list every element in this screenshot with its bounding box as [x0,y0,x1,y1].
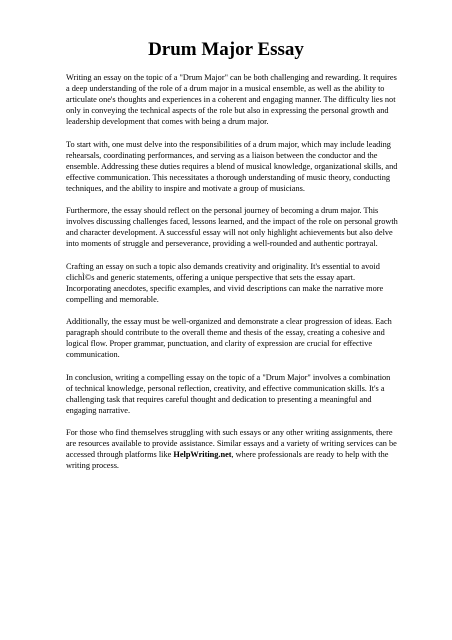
helpwriting-link[interactable]: HelpWriting.net [173,450,232,459]
paragraph-organization: Additionally, the essay must be well-organized and demonstrate a clear progression of ideas. Each paragraph should contribute to the overall theme and thesis of the essay, creating a cohesive and logical flow. Proper grammar, punctuation, and clarity of expression are crucial for effective communication. [66,317,392,359]
resources-text-before: For those who find themselves struggling with such essays or any other writing assignments, there are resources available to provide assistance. Similar essays and a variety of writing services can be accessed through platforms like [66,428,397,459]
paragraph-intro: Writing an essay on the topic of a "Drum Major" can be both challenging and rewarding. It requires a deep understanding of the role of a drum major in a musical ensemble, as well as the ability to articulate one's thoughts and experiences in a coherent and engaging manner. The difficulty lies not only in conveying the technical aspects of the role but also in expressing the personal growth and leadership development that comes with being a drum major. [66,73,397,126]
paragraph-conclusion: In conclusion, writing a compelling essay on the topic of a "Drum Major" involves a combination of technical knowledge, personal reflection, creativity, and effective communication skills. It's a challenging task that requires careful thought and dedication to presenting a meaningful and engaging narrative. [66,372,391,415]
resources-text-after: , where professionals are ready to help with the writing process. [66,450,389,470]
paragraph-creativity: Crafting an essay on such a topic also demands creativity and originality. It's essential to avoid clichÌ©s and generic statements, offering a unique perspective that sets the essay apart. Incorporating anecdotes, specific examples, and vivid descriptions can make the narrative more compelling and memorable. [66,261,384,304]
document-title: Drum Major Essay [148,39,304,60]
paragraph-resources [66,427,399,471]
paragraph-personal-journey: Furthermore, the essay should reflect on the personal journey of becoming a drum major. This involves discussing challenges faced, lessons learned, and the impact of the role on personal growth and character development. A successful essay will not only highlight achievements but also delve into moments of struggle and perseverance, providing a well-rounded and authentic portrayal. [66,206,398,248]
paragraph-responsibilities: To start with, one must delve into the responsibilities of a drum major, which may include leading rehearsals, coordinating performances, and serving as a liaison between the conductor and the ensemble. Addressing these duties requires a blend of musical knowledge, organizational skills, and effective communication. This necessitates a thorough understanding of music theory, conducting techniques, and the ability to inspire and motivate a group of musicians. [66,139,398,193]
document-body [66,72,399,471]
